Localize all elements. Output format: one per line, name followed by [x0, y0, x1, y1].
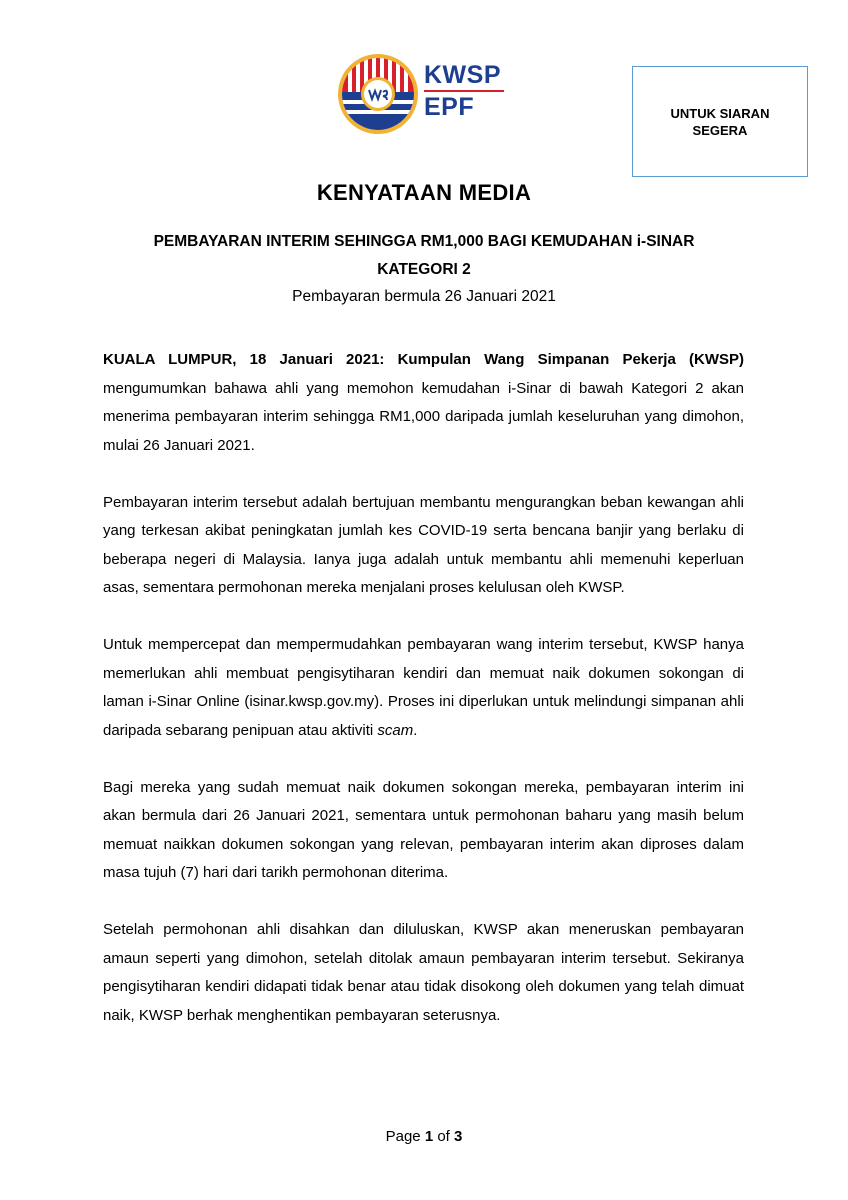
- subtitle-line2: KATEGORI 2: [377, 261, 471, 278]
- paragraph-2: Pembayaran interim tersebut adalah bertujuan membantu mengurangkan beban kewangan ahli yang terkesan akibat peningkatan jumlah kes COVID-19 serta bencana banjir yang berlaku di beberapa negeri di Malaysia. Ianya juga adalah untuk membantu ahli memenuhi keperluan asas, sementara permohonan mereka menjalani proses kelulusan oleh KWSP.: [103, 493, 744, 596]
- release-notice-box: [632, 66, 808, 177]
- paragraph-4: Bagi mereka yang sudah memuat naik dokumen sokongan mereka, pembayaran interim ini akan bermula dari 26 Januari 2021, sementara untuk permohonan baharu yang masih belum memuat naikkan dokumen sokongan yang relevan, pembayaran interim akan diproses dalam masa tujuh (7) hari dari tarikh permohonan diterima.: [103, 778, 744, 881]
- kwsp-logo: [336, 52, 516, 138]
- paragraph-3-text: Untuk mempercepat dan mempermudahkan pembayaran wang interim tersebut, KWSP hanya memerlukan ahli membuat pengisytiharan kendiri dan memuat naik dokumen sokongan di laman i-Sinar Online (isinar.kwsp.gov.my). Proses ini diperlukan untuk melindungi simpanan ahli daripada sebarang penipuan atau aktiviti: [103, 636, 744, 739]
- page-number-footer: [0, 1128, 848, 1145]
- release-notice-line2: SEGERA: [692, 122, 748, 138]
- logo-wordmark: [424, 62, 504, 121]
- paragraph-3-end: .: [413, 721, 418, 739]
- kwsp-emblem-icon: [336, 52, 420, 136]
- footer-page-word: Page: [385, 1128, 421, 1145]
- footer-total-pages: 3: [454, 1128, 463, 1145]
- paragraph-1: [103, 346, 744, 460]
- logo-epf-text: EPF: [424, 93, 475, 121]
- subtitle-line1: PEMBAYARAN INTERIM SEHINGGA RM1,000 BAGI KEMUDAHAN i-SINAR: [153, 233, 695, 250]
- paragraph-5: Setelah permohonan ahli disahkan dan diluluskan, KWSP akan meneruskan pembayaran amaun seperti yang dimohon, setelah ditolak amaun pembayaran interim tersebut. Sekiranya pengisytiharan kendiri didapati tidak benar atau tidak disokong oleh dokumen yang telah dimuat naik, KWSP berhak menghentikan pembayaran seterusnya.: [103, 921, 744, 1024]
- logo-divider: [424, 90, 504, 92]
- paragraph-3: [103, 631, 744, 745]
- footer-of-word: of: [437, 1128, 450, 1145]
- paragraph-1-text: mengumumkan bahawa ahli yang memohon kemudahan i-Sinar di bawah Kategori 2 akan menerima pembayaran interim sehingga RM1,000 daripada jumlah keseluruhan yang dimohon, mulai 26 Januari 2021.: [103, 379, 744, 454]
- paragraph-3-italic: scam: [377, 721, 414, 739]
- paragraph-1-lead: KUALA LUMPUR, 18 Januari 2021: Kumpulan Wang Simpanan Pekerja (KWSP): [103, 351, 744, 368]
- document-title: KENYATAAN MEDIA: [316, 180, 532, 205]
- release-notice-line1: UNTUK SIARAN: [670, 105, 770, 121]
- press-release-body: [103, 346, 744, 1059]
- payment-dateline: Pembayaran bermula 26 Januari 2021: [292, 288, 556, 305]
- footer-current-page: 1: [424, 1128, 434, 1145]
- logo-kwsp-text: KWSP: [424, 61, 501, 89]
- document-subtitle: [80, 228, 768, 284]
